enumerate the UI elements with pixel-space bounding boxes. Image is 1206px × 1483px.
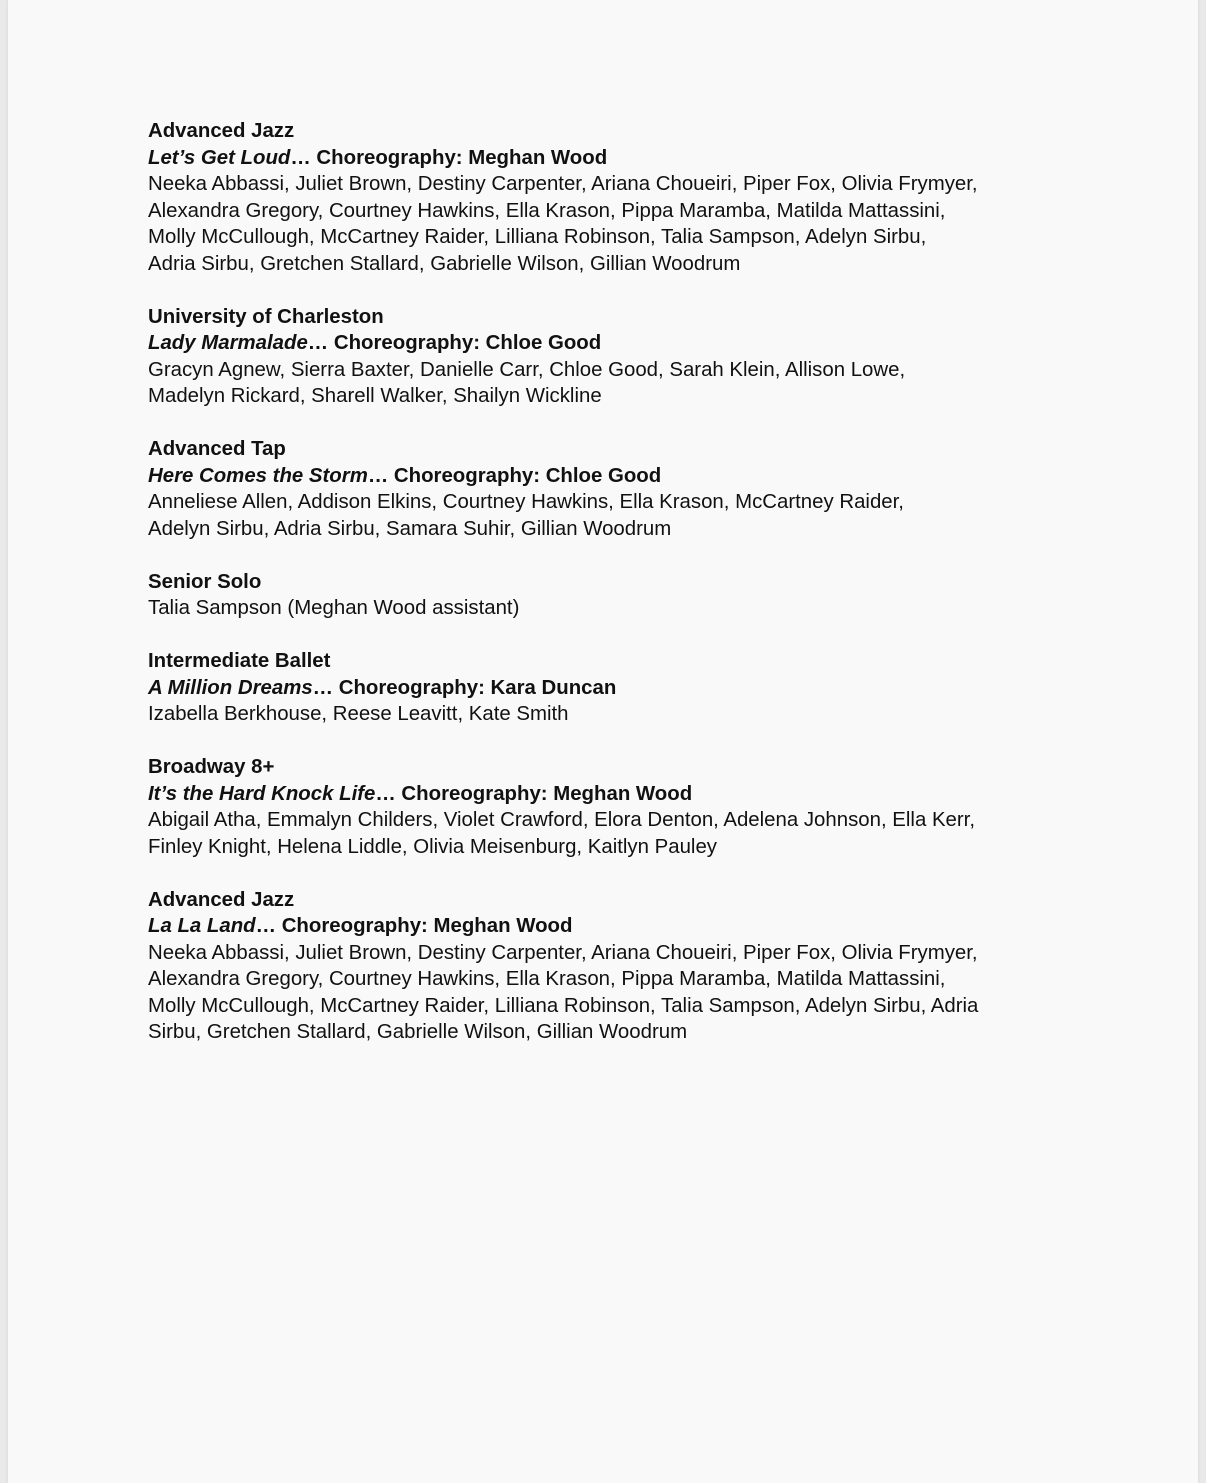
piece-credit: … Choreography: Kara Duncan: [312, 676, 617, 699]
dancer-line: Abigail Atha, Emmalyn Childers, Violet Crawford, Elora Denton, Adelena Johnson, Ella Kerr,: [148, 809, 976, 831]
dancer-line: Alexandra Gregory, Courtney Hawkins, Ella Krason, Pippa Maramba, Matilda Mattassini,: [148, 199, 946, 222]
dancer-list: [148, 595, 1048, 622]
section-category: Broadway 8+: [148, 756, 275, 778]
dancer-list: [148, 489, 1048, 542]
dancer-line: Neeka Abbassi, Juliet Brown, Destiny Carpenter, Ariana Choueiri, Piper Fox, Olivia Frymyer,: [148, 941, 978, 964]
dancer-line: Izabella Berkhouse, Reese Leavitt, Kate Smith: [148, 703, 569, 725]
piece-title: Let’s Get Loud: [148, 146, 291, 169]
dancer-line: Adria Sirbu, Gretchen Stallard, Gabrielle Wilson, Gillian Woodrum: [148, 252, 741, 275]
dancer-list: [148, 807, 1048, 860]
program-content: [148, 118, 1048, 1072]
dancer-list: [148, 171, 1048, 277]
piece-title: It’s the Hard Knock Life: [148, 782, 376, 805]
section-category: University of Charleston: [148, 305, 384, 328]
dancer-line: Molly McCullough, McCartney Raider, Lilliana Robinson, Talia Sampson, Adelyn Sirbu,: [148, 226, 927, 248]
piece-title: Lady Marmalade: [148, 332, 308, 354]
piece-credit: … Choreography: Chloe Good: [307, 332, 602, 354]
piece-title: La La Land: [148, 915, 256, 937]
program-section: [148, 436, 1048, 542]
piece-credit: … Choreography: Meghan Wood: [375, 782, 693, 805]
piece-line: [148, 330, 1048, 357]
document-page: [8, 0, 1198, 1483]
dancer-line: Talia Sampson (Meghan Wood assistant): [148, 597, 520, 619]
dancer-line: Madelyn Rickard, Sharell Walker, Shailyn Wickline: [148, 385, 602, 407]
section-category: Advanced Tap: [148, 438, 286, 460]
section-category: Advanced Jazz: [148, 888, 295, 911]
dancer-line: Adelyn Sirbu, Adria Sirbu, Samara Suhir, Gillian Woodrum: [148, 517, 672, 540]
piece-title: Here Comes the Storm: [148, 464, 368, 487]
section-category: Advanced Jazz: [148, 120, 295, 142]
dancer-line: Finley Knight, Helena Liddle, Olivia Meisenburg, Kaitlyn Pauley: [148, 835, 717, 858]
program-section: [148, 754, 1048, 860]
program-section: [148, 648, 1048, 728]
piece-line: [148, 145, 1048, 172]
dancer-list: [148, 357, 1048, 410]
section-category: Intermediate Ballet: [148, 650, 331, 672]
dancer-line: Sirbu, Gretchen Stallard, Gabrielle Wilson, Gillian Woodrum: [148, 1021, 688, 1043]
dancer-list: [148, 701, 1048, 728]
program-section: [148, 569, 1048, 622]
piece-credit: … Choreography: Chloe Good: [367, 464, 662, 487]
dancer-line: Molly McCullough, McCartney Raider, Lilliana Robinson, Talia Sampson, Adelyn Sirbu, Adria: [148, 994, 979, 1017]
piece-credit: … Choreography: Meghan Wood: [290, 146, 608, 169]
dancer-line: Alexandra Gregory, Courtney Hawkins, Ella Krason, Pippa Maramba, Matilda Mattassini,: [148, 968, 946, 990]
dancer-line: Gracyn Agnew, Sierra Baxter, Danielle Carr, Chloe Good, Sarah Klein, Allison Lowe,: [148, 358, 906, 381]
section-category: Senior Solo: [148, 570, 262, 593]
piece-credit: … Choreography: Meghan Wood: [255, 915, 573, 937]
piece-line: [148, 675, 1048, 702]
program-section: [148, 887, 1048, 1046]
piece-line: [148, 913, 1048, 940]
program-section: [148, 118, 1048, 277]
piece-title: A Million Dreams: [148, 676, 313, 699]
dancer-list: [148, 940, 1048, 1046]
piece-line: [148, 463, 1048, 490]
piece-line: [148, 781, 1048, 808]
program-section: [148, 304, 1048, 410]
dancer-line: Neeka Abbassi, Juliet Brown, Destiny Carpenter, Ariana Choueiri, Piper Fox, Olivia Frymyer,: [148, 173, 978, 195]
dancer-line: Anneliese Allen, Addison Elkins, Courtney Hawkins, Ella Krason, McCartney Raider,: [148, 491, 904, 513]
